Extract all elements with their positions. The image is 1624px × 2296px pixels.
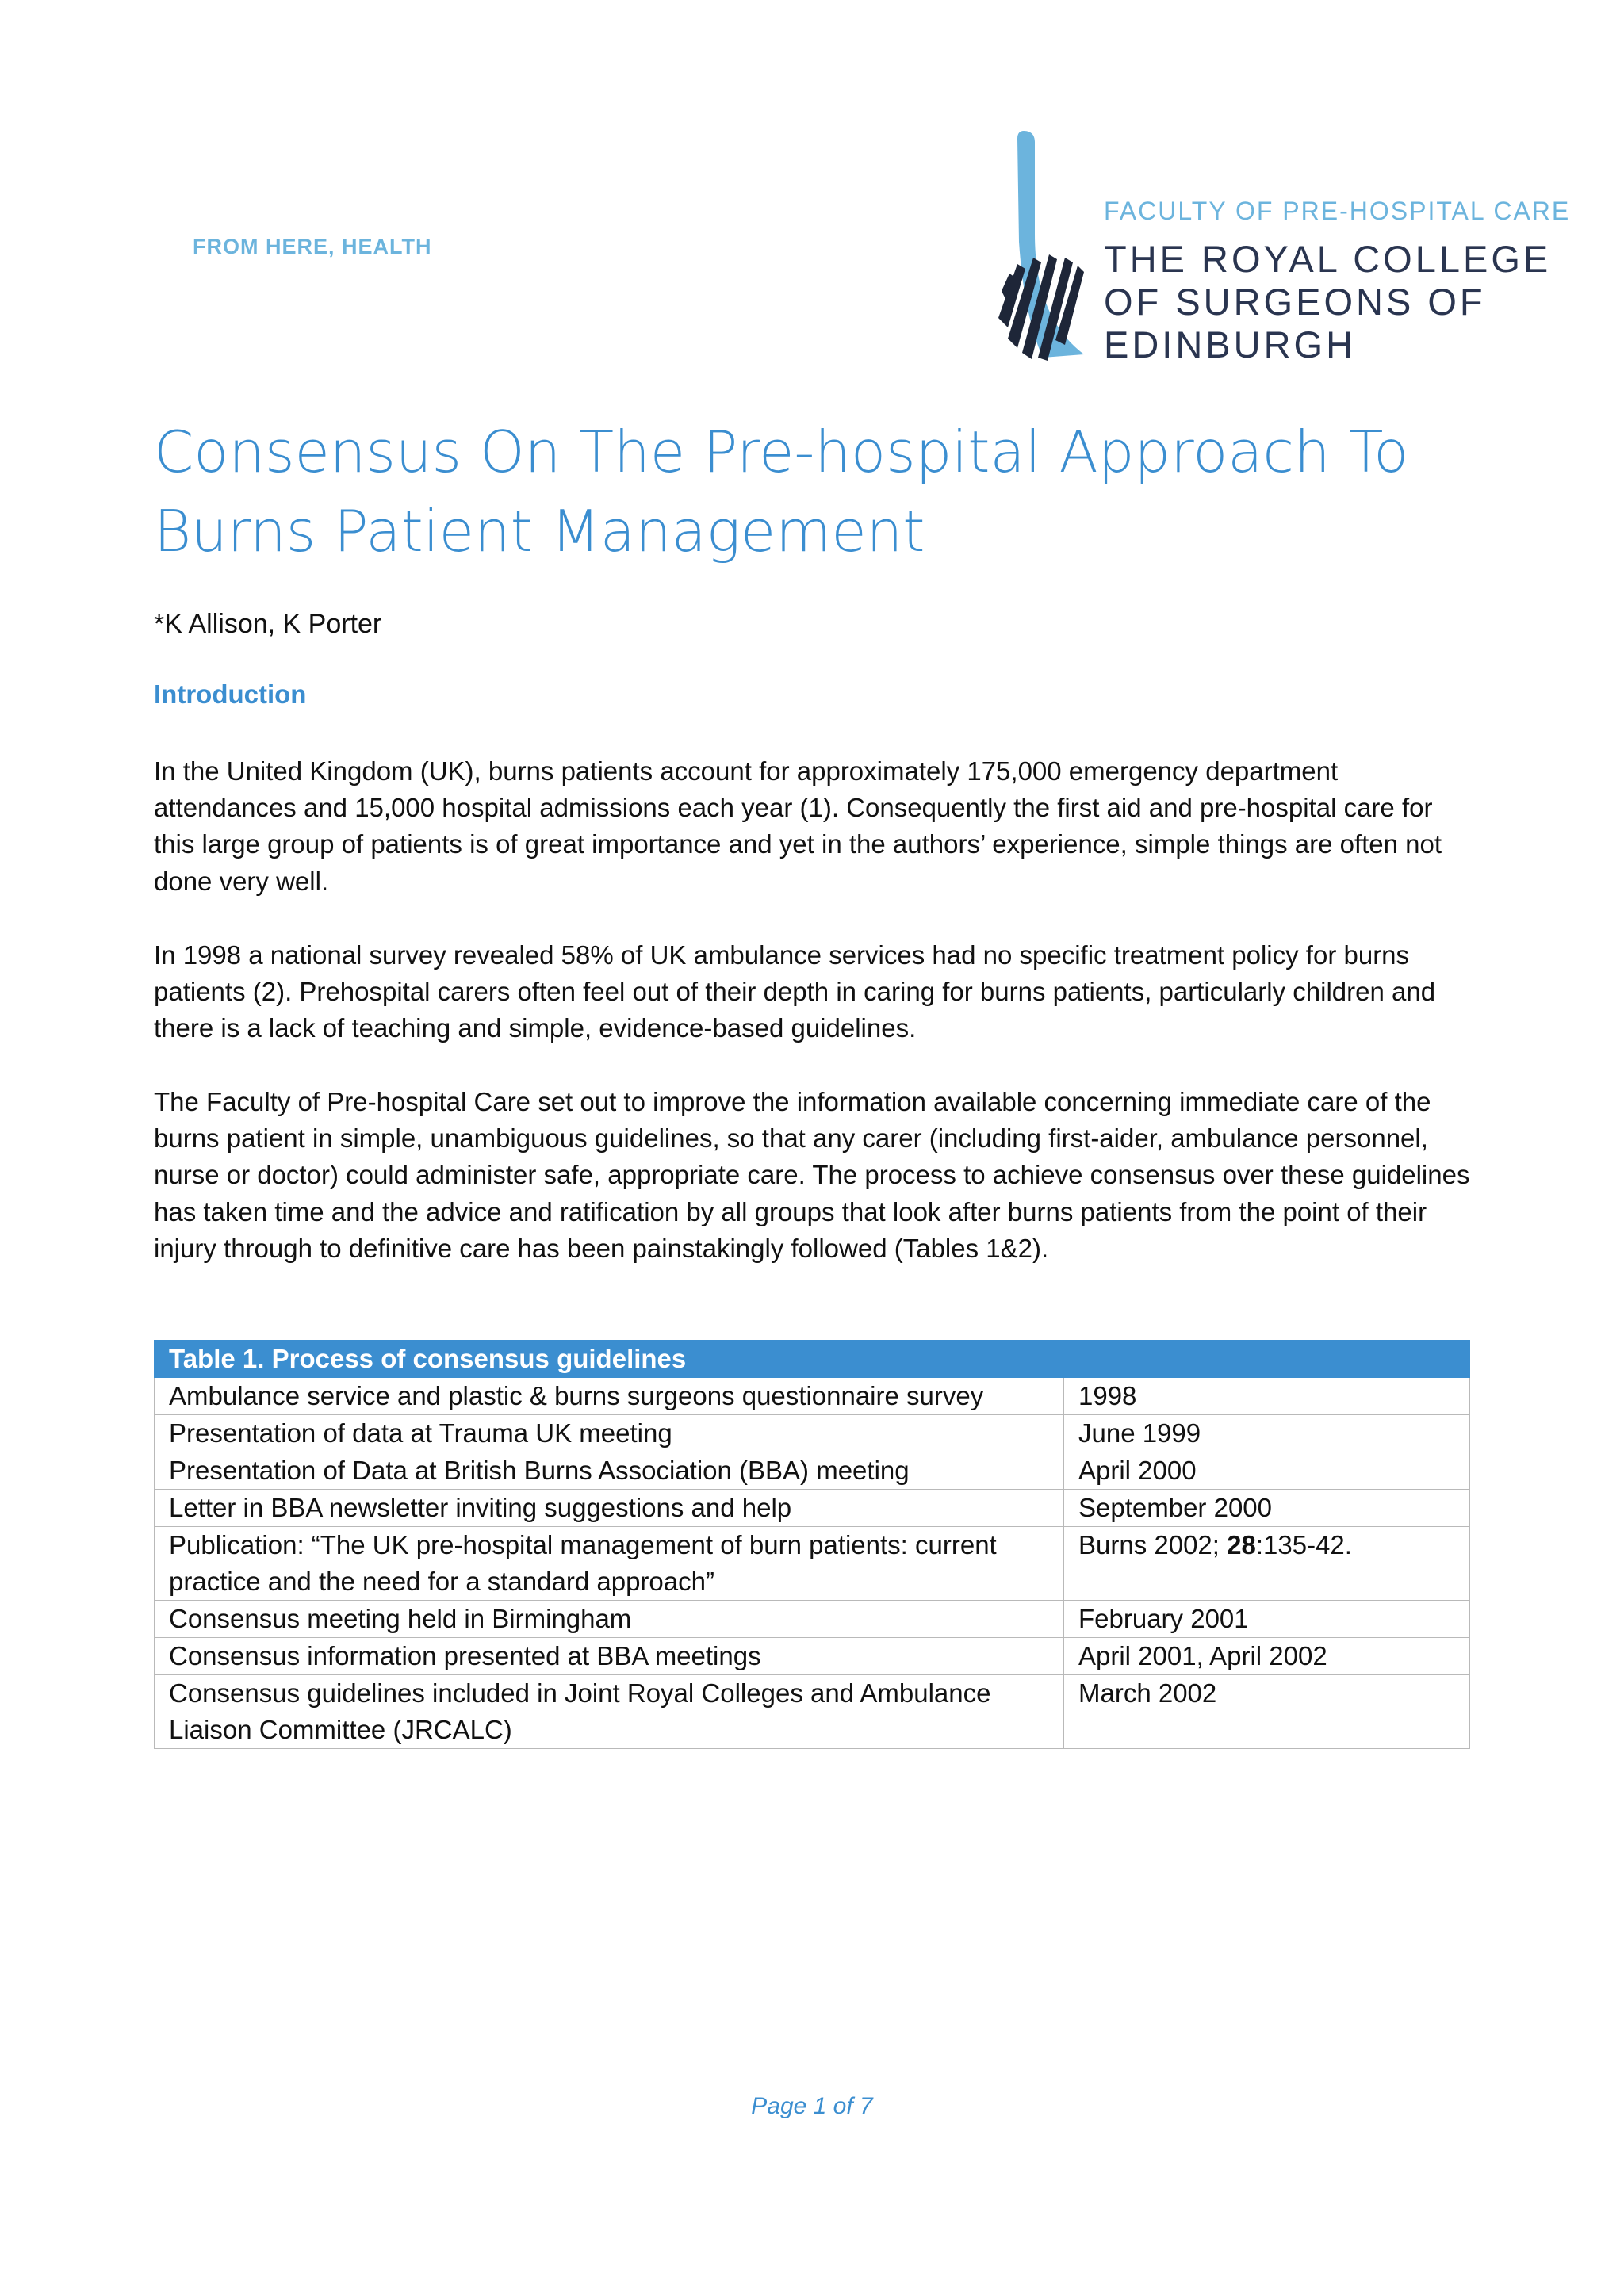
paragraph-1: In the United Kingdom (UK), burns patients account for approximately 175,000 emergency department attendances and 15,000 hospital admissions each year (1). Consequently the first aid and pre-hospital care for this large group of patients is of great importance and yet in the authors’ experience, simple things are often not done very well. bbox=[154, 756, 1442, 896]
table-1 bbox=[154, 1340, 1470, 1749]
table-caption: Table 1. Process of consensus guidelines bbox=[155, 1341, 1470, 1378]
college-name-line-2: OF SURGEONS OF bbox=[1104, 281, 1486, 323]
date-cell: April 2001, April 2002 bbox=[1064, 1638, 1470, 1675]
table-row bbox=[155, 1601, 1470, 1638]
event-cell: Presentation of Data at British Burns Association (BBA) meeting bbox=[155, 1452, 1064, 1490]
table-row bbox=[155, 1638, 1470, 1675]
date-cell: April 2000 bbox=[1064, 1452, 1470, 1490]
citation-journal: Burns 2002; bbox=[1078, 1530, 1228, 1559]
document-title: Consensus On The Pre-hospital Approach To Burns Patient Management bbox=[154, 419, 1409, 564]
event-cell: Ambulance service and plastic & burns surgeons questionnaire survey bbox=[155, 1378, 1064, 1415]
event-cell: Consensus information presented at BBA meetings bbox=[155, 1638, 1064, 1675]
table-row bbox=[155, 1490, 1470, 1527]
event-cell: Consensus guidelines included in Joint Royal Colleges and Ambulance Liaison Committee (JRCALC) bbox=[155, 1675, 1064, 1749]
college-name-line-3: EDINBURGH bbox=[1104, 323, 1357, 365]
date-cell: September 2000 bbox=[1064, 1490, 1470, 1527]
table-row bbox=[155, 1378, 1470, 1415]
event-cell: Presentation of data at Trauma UK meeting bbox=[155, 1415, 1064, 1452]
rcse-logo-icon bbox=[995, 131, 1090, 361]
table-row bbox=[155, 1452, 1470, 1490]
date-cell bbox=[1064, 1527, 1470, 1601]
table-row bbox=[155, 1675, 1470, 1749]
organization-block bbox=[1104, 195, 1570, 366]
authors: *K Allison, K Porter bbox=[154, 609, 382, 639]
paragraph-3: The Faculty of Pre-hospital Care set out to improve the information available concerning immediate care of the burns patient in simple, unambiguous guidelines, so that any carer (including first-aider, ambulance personnel, nurse or doctor) could administer safe, appropriate care. The process to achieve consensus over these guidelines has taken time and the advice and ratification by all groups that look after burns patients from the point of their injury through to definitive care has been painstakingly followed (Tables 1&2). bbox=[154, 1087, 1470, 1263]
section-heading-introduction: Introduction bbox=[154, 679, 307, 709]
tagline: FROM HERE, HEALTH bbox=[193, 235, 432, 258]
date-cell: March 2002 bbox=[1064, 1675, 1470, 1749]
faculty-name: FACULTY OF PRE-HOSPITAL CARE bbox=[1104, 197, 1571, 225]
paragraph-2: In 1998 a national survey revealed 58% of UK ambulance services had no specific treatment policy for burns patients (2). Prehospital carers often feel out of their depth in caring for burns patients, particularly children and there is a lack of teaching and simple, evidence-based guidelines. bbox=[154, 940, 1436, 1043]
event-cell: Publication: “The UK pre-hospital management of burn patients: current practice and the need for a standard approach” bbox=[155, 1527, 1064, 1601]
table-row bbox=[155, 1527, 1470, 1601]
table-row bbox=[155, 1415, 1470, 1452]
date-cell: 1998 bbox=[1064, 1378, 1470, 1415]
college-name-line-1: THE ROYAL COLLEGE bbox=[1104, 238, 1552, 280]
citation-pages: :135-42. bbox=[1255, 1530, 1352, 1559]
event-cell: Letter in BBA newsletter inviting suggestions and help bbox=[155, 1490, 1064, 1527]
date-cell: February 2001 bbox=[1064, 1601, 1470, 1638]
page-number: Page 1 of 7 bbox=[751, 2093, 873, 2119]
event-cell: Consensus meeting held in Birmingham bbox=[155, 1601, 1064, 1638]
date-cell: June 1999 bbox=[1064, 1415, 1470, 1452]
citation-volume: 28 bbox=[1227, 1530, 1256, 1559]
